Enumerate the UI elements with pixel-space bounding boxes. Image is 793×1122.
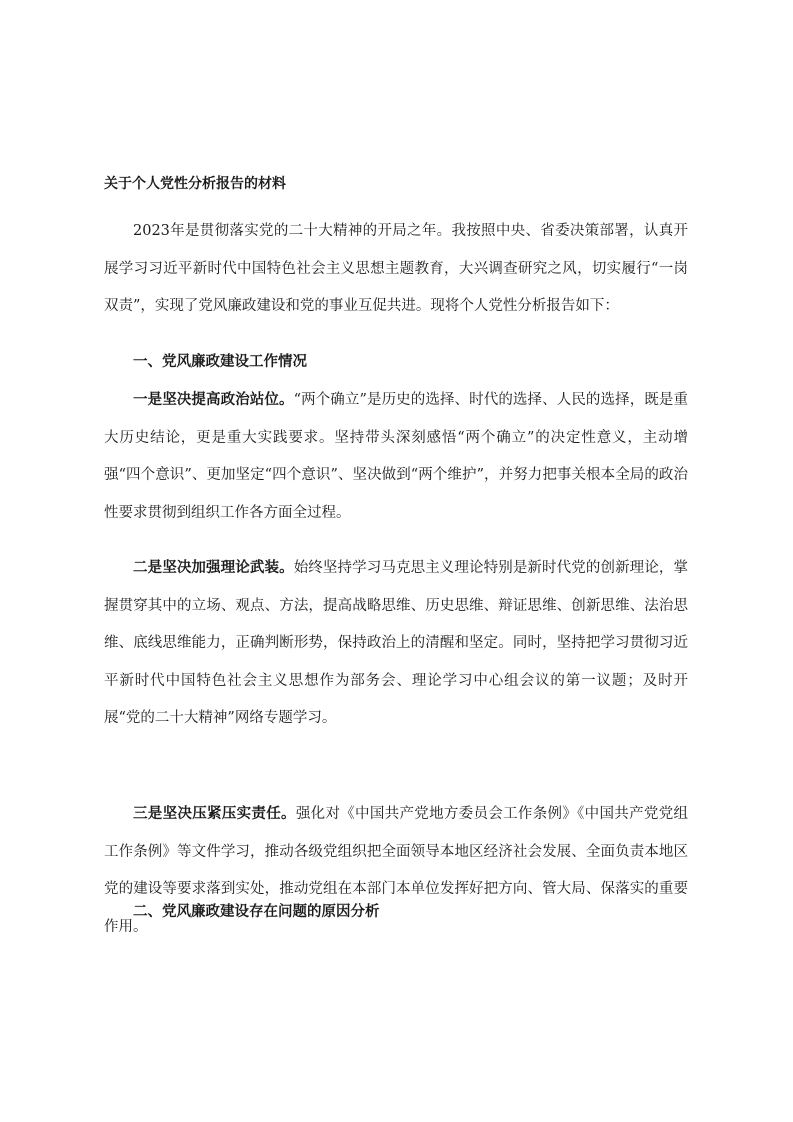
document-title: 关于个人党性分析报告的材料 <box>104 176 286 192</box>
item-2-body: 始终坚持学习马克思主义理论特别是新时代党的创新理论，掌握贯穿其中的立场、观点、方法，提高战略思维、历史思维、辩证思维、创新思维、法治思维、底线思维能力，正确判断形势，保持政治上的清醒和坚定。同时，坚持把学习贯彻习近平新时代中国特色社会主义思想作为部务会、理论学习中心组会议的第一议题；及时开展“党的二十大精神”网络专题学习。 <box>104 560 689 726</box>
item-3-lead: 三是坚决压紧压实责任。 <box>133 805 296 822</box>
paragraph-item-2 <box>104 549 688 738</box>
item-3-body: 强化对《中国共产党地方委员会工作条例》《中国共产党党组工作条例》等文件学习，推动各级党组织把全面领导本地区经济社会发展、全面负责本地区党的建设等要求落到实处，推动党组在本部门本单位发挥好把方向、管大局、保落实的重要作用。 <box>104 806 688 935</box>
item-1-lead: 一是坚决提高政治站位。 <box>133 391 294 408</box>
intro-paragraph: 2023年是贯彻落实党的二十大精神的开局之年。我按照中央、省委决策部署，认真开展学习习近平新时代中国特色社会主义思想主题教育，大兴调查研究之风，切实履行“一岗双责”，实现了党风廉政建设和党的事业互促共进。现将个人党性分析报告如下： <box>104 223 688 314</box>
paragraph-item-1 <box>104 381 688 532</box>
item-1-body: “两个确立”是历史的选择、时代的选择、人民的选择，既是重大历史结论，更是重大实践要求。坚持带头深刻感悟“两个确立”的决定性意义，主动增强“四个意识”、更加坚定“四个意识”、坚决做到“两个维护”，并努力把事关根本全局的政治性要求贯彻到组织工作各方面全过程。 <box>104 392 688 521</box>
section-heading-2: 二、党风廉政建设存在问题的原因分析 <box>133 903 380 920</box>
section-heading-1: 一、党风廉政建设工作情况 <box>133 353 307 370</box>
item-2-lead: 二是坚决加强理论武装。 <box>133 559 294 576</box>
